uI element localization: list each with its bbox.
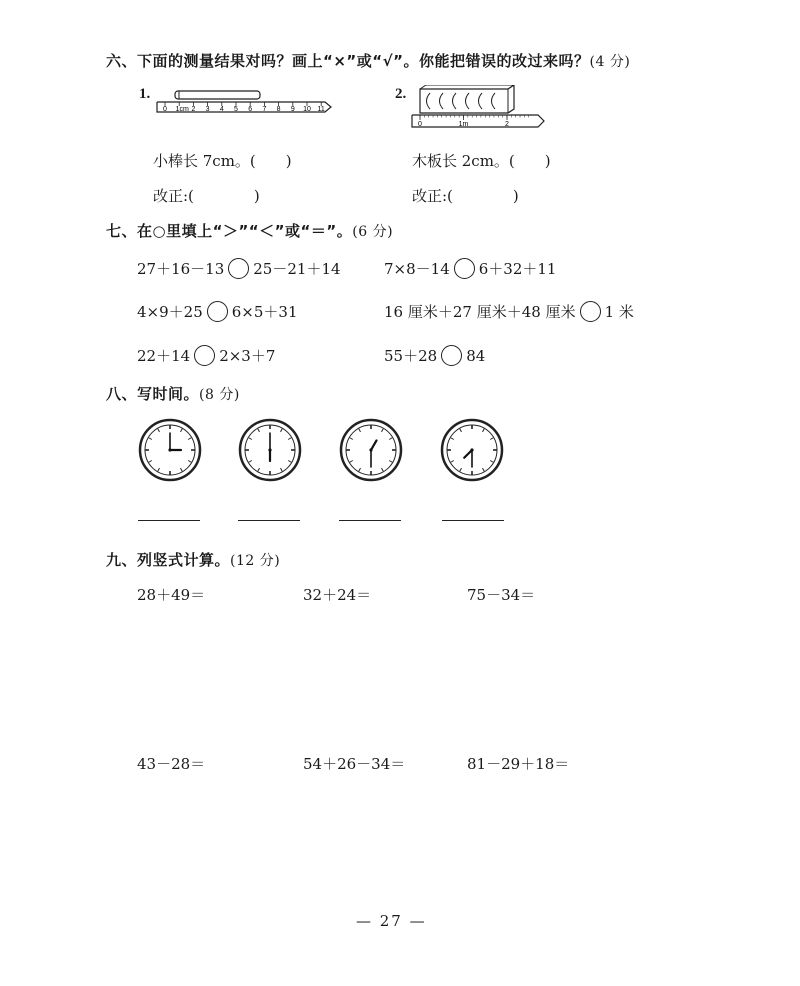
compare-right: 6×5＋31 bbox=[231, 303, 298, 321]
vertical-calc-problem: 28＋49＝ bbox=[137, 586, 206, 604]
clock-center-dot bbox=[470, 448, 473, 451]
ruler1-tick-label: 8 bbox=[276, 106, 281, 113]
section7-heading bbox=[106, 220, 393, 241]
ruler2-tick-label: 0 bbox=[418, 121, 422, 128]
section8-heading bbox=[106, 383, 240, 404]
compare-left: 4×9＋25 bbox=[137, 303, 203, 321]
section6-heading-text: 六、下面的测量结果对吗？画上“×”或“√”。你能把错误的改过来吗？ bbox=[106, 52, 590, 70]
ruler1-tick-label: 5 bbox=[234, 106, 238, 113]
time-answer-line[interactable] bbox=[442, 520, 504, 521]
compare-row bbox=[384, 301, 634, 324]
stick-ruler-figure bbox=[155, 88, 335, 118]
vertical-calc-problem: 75－34＝ bbox=[467, 586, 536, 604]
item2-correction: 改正:( ) bbox=[412, 187, 519, 205]
compare-circle[interactable] bbox=[441, 345, 462, 366]
ruler1-tick-label: 3 bbox=[205, 106, 210, 113]
compare-left: 16 厘米＋27 厘米＋48 厘米 bbox=[384, 303, 576, 321]
clock-center-dot bbox=[268, 448, 271, 451]
ruler1-tick-label: 0 bbox=[163, 106, 167, 113]
ruler1-tick-label: 9 bbox=[290, 106, 295, 113]
ruler1-tick-label: 10 bbox=[303, 106, 311, 113]
ruler1-tick-label: 11 bbox=[317, 106, 325, 113]
clock-center-dot bbox=[168, 448, 171, 451]
ruler1-tick-label: 4 bbox=[219, 106, 224, 113]
time-answer-line[interactable] bbox=[339, 520, 401, 521]
vertical-calc-problem: 43－28＝ bbox=[137, 755, 206, 773]
ruler1-tick-label: 2 bbox=[191, 106, 196, 113]
section7-heading-text: 七、在○里填上“＞”“＜”或“＝”。 bbox=[106, 222, 353, 240]
compare-circle[interactable] bbox=[194, 345, 215, 366]
item1-correction: 改正:( ) bbox=[153, 187, 260, 205]
section9-heading bbox=[106, 549, 280, 570]
compare-right: 25－21＋14 bbox=[253, 260, 341, 278]
compare-right: 2×3＋7 bbox=[219, 347, 276, 365]
vertical-calc-problem: 54＋26－34＝ bbox=[303, 755, 406, 773]
item1-label: 1. bbox=[139, 86, 151, 102]
ruler2-tick-label: 2 bbox=[505, 121, 509, 128]
vertical-calc-problem: 32＋24＝ bbox=[303, 586, 372, 604]
ruler1-tick-label: 6 bbox=[248, 106, 253, 113]
item2-label: 2. bbox=[395, 86, 407, 102]
compare-row bbox=[137, 258, 341, 281]
time-answer-line[interactable] bbox=[238, 520, 300, 521]
clock-face bbox=[238, 418, 302, 482]
vertical-calc-problem: 81－29＋18＝ bbox=[467, 755, 570, 773]
time-answer-line[interactable] bbox=[138, 520, 200, 521]
board-ruler-figure bbox=[410, 85, 550, 133]
clock-face bbox=[138, 418, 202, 482]
ruler1-tick-label: 1cm bbox=[175, 106, 189, 113]
section6-points: (4 分) bbox=[589, 54, 631, 70]
compare-right: 6＋32＋11 bbox=[478, 260, 557, 278]
compare-row bbox=[384, 258, 556, 281]
section8-heading-text: 八、写时间。 bbox=[106, 385, 200, 403]
page-number: — 27 — bbox=[356, 912, 427, 930]
compare-circle[interactable] bbox=[207, 301, 228, 322]
ruler1-tick-label: 7 bbox=[262, 106, 267, 113]
compare-left: 22＋14 bbox=[137, 347, 191, 365]
compare-left: 55＋28 bbox=[384, 347, 438, 365]
ruler2-tick-label: 1m bbox=[458, 121, 469, 128]
compare-right: 84 bbox=[466, 347, 486, 365]
compare-row bbox=[137, 345, 275, 368]
clock-face bbox=[339, 418, 403, 482]
clock-center-dot bbox=[369, 448, 372, 451]
section8-points: (8 分) bbox=[199, 387, 240, 403]
compare-row bbox=[137, 301, 298, 324]
item1-statement: 小棒长 7cm。( ) bbox=[153, 152, 292, 170]
clock-face bbox=[440, 418, 504, 482]
section6-heading bbox=[106, 50, 630, 71]
compare-circle[interactable] bbox=[228, 258, 249, 279]
item2-statement: 木板长 2cm。( ) bbox=[412, 152, 551, 170]
compare-right: 1 米 bbox=[604, 303, 634, 321]
compare-circle[interactable] bbox=[580, 301, 601, 322]
compare-row bbox=[384, 345, 485, 368]
section9-heading-text: 九、列竖式计算。 bbox=[106, 551, 231, 569]
compare-left: 7×8－14 bbox=[384, 260, 450, 278]
section7-points: (6 分) bbox=[352, 224, 394, 240]
compare-circle[interactable] bbox=[454, 258, 475, 279]
compare-left: 27＋16－13 bbox=[137, 260, 225, 278]
section9-points: (12 分) bbox=[230, 553, 281, 569]
